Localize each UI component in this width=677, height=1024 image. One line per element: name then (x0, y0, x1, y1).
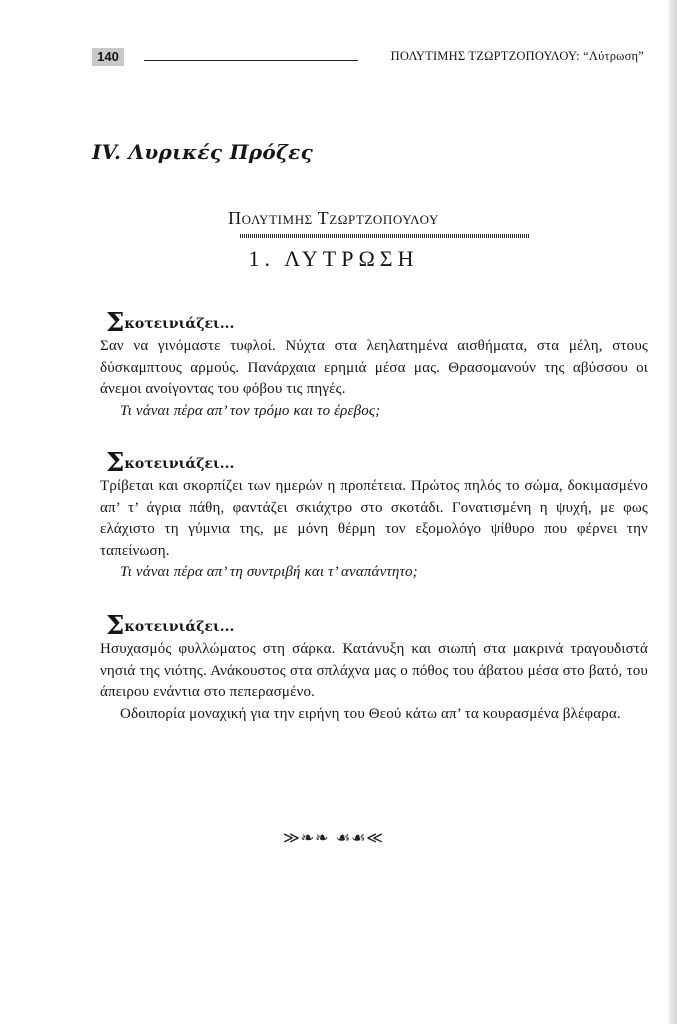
opening-word: κοτεινιάζει... (124, 316, 235, 332)
section-heading: IV. Λυρικές Πρόζες (92, 140, 314, 164)
stanza-question: Τι νάναι πέρα απ’ τη συντριβή και τ’ αναπάντητο; (120, 564, 418, 580)
stanza-body: Σαν να γινόμαστε τυφλοί. Νύχτα στα λεηλατημένα αισθήματα, στα μέλη, στους δύσκαμπτους αρμούς. Πανάρχαια ερημιά μέσα μας. Θρασομανούν της αβύσσου οι άνεμοι ανοίγοντας του φόβου τις πηγές. (100, 338, 648, 397)
stanza-closing: Οδοιπορία μοναχική για την ειρήνη του Θεού κάτω απ’ τα κουρασμένα βλέφαρα. (120, 705, 621, 722)
running-head: ΠΟΛΥΤΙΜΗΣ ΤΖΩΡΤΖΟΠΟΥΛΟΥ: “Λύτρωση” (390, 49, 644, 63)
stanza-question: Τι νάναι πέρα απ’ τον τρόμο και το έρεβος; (120, 402, 381, 419)
stanza-body: Ησυχασμός φυλλώματος στη σάρκα. Κατάνυξη και σιωπή στα μακρινά τραγουδιστά νησιά της νιότης. Ανάκουστος στα σπλάχνα μας ο πόθος του άβατου μέσα στο βατό, του άπειρου ενάντια στο πεπερασμένο. (100, 641, 648, 700)
stanza-3 (100, 611, 648, 725)
stanza-opening (106, 308, 648, 338)
opening-word: κοτεινιάζει... (124, 456, 235, 472)
stanza-opening (106, 448, 648, 478)
opening-word: κοτεινιάζει... (124, 619, 235, 635)
page-edge (667, 0, 677, 1024)
drop-initial: Σ (106, 448, 125, 478)
drop-initial: Σ (106, 611, 125, 641)
stanza-2 (100, 448, 648, 584)
page-header (92, 44, 644, 72)
page-number: 140 (92, 48, 124, 66)
stanza-body: Τρίβεται και σκορπίζει των ημερών η προπέτεια. Πρώτος πηλός το σώμα, δοκιμασμένο απ’ τ’ άγρια πάθη, φαντάζει σκιάχτρο στο σκοτάδι. Γονατισμένη η ψυχή, με φως ελάχιστο τη γύμνια της, με μόνη θέρμη τον εξομολόγο ψίθυρο που φέρνει την ταπείνωση. (100, 478, 648, 559)
poem-title: 1. ΛΥΤΡΩΣΗ (248, 246, 419, 271)
drop-initial: Σ (106, 308, 125, 338)
header-rule (144, 60, 358, 61)
stanza-1 (100, 308, 648, 422)
author-name: Πολυτιμης Τζωρτζοπουλου (228, 208, 439, 228)
author-underline (240, 234, 530, 238)
ornament-divider: ≫❧❧ ☙☙≪ (282, 828, 385, 847)
stanza-opening (106, 611, 648, 641)
